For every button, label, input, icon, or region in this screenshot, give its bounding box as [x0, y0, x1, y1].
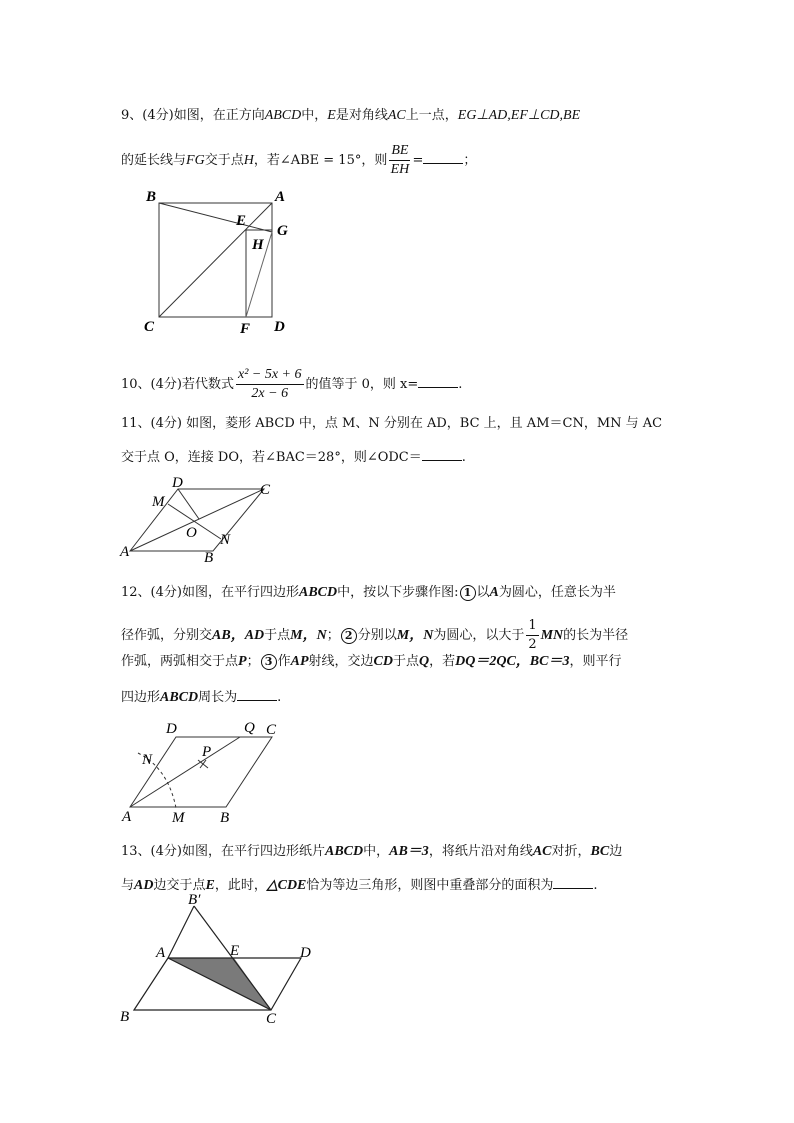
svg-text:A: A [156, 945, 166, 961]
svg-text:H: H [252, 237, 264, 253]
q12-line2: 径作弧，分别交AB，AD于点M，N； 2 分别以M，N为圆心，以大于 $\frac{1}{2}$ MN的长为半径 [121, 618, 629, 652]
q12-answer-blank[interactable] [237, 686, 277, 701]
svg-text:B: B [146, 189, 157, 205]
q13-line1: 13、(4分)如图，在平行四边形纸片ABCD中，AB＝3，将纸片沿对角线AC对折，BC边 [121, 844, 623, 859]
svg-text:D: D [166, 721, 177, 737]
q11-line1: 11、(4分) 如图，菱形 ABCD 中，点 M、N 分别在 AD，BC 上，且 AM＝CN，MN 与 AC [121, 416, 663, 431]
q9-figure [140, 185, 300, 335]
q13-answer-blank[interactable] [553, 874, 593, 889]
q13-figure [116, 893, 316, 1028]
q12-line3: 作弧，两弧相交于点P； 3 作AP射线，交边CD于点Q，若DQ＝2QC，BC＝3，则平行 [121, 654, 622, 669]
svg-text:F: F [240, 321, 251, 335]
q9-fraction: $\frac{BE}{EH}$ [390, 143, 410, 177]
step-3-marker: 3 [261, 654, 277, 670]
q9-condition: EG⊥AD,EF⊥CD,BE [457, 108, 581, 123]
svg-text:E: E [236, 213, 247, 229]
q9-answer-blank[interactable] [423, 149, 463, 164]
q12-line1: 12、(4分)如图，在平行四边形ABCD中，按以下步骤作图: 1 以A为圆心，任意长为半 [121, 585, 616, 600]
svg-text:M: M [172, 810, 185, 826]
q10-line: 10、(4分)若代数式 $\frac{\text{x² − 5x + 6}}{2x - 6}$ 的值等于 0，则 x= . [121, 367, 463, 401]
svg-text:N: N [220, 532, 231, 548]
svg-text:D: D [274, 319, 285, 335]
step-1-marker: 1 [460, 585, 476, 601]
svg-text:D: D [172, 475, 183, 491]
svg-text:A: A [122, 809, 132, 825]
svg-text:M: M [152, 494, 165, 510]
svg-text:C: C [144, 319, 155, 335]
svg-text:D: D [300, 945, 311, 961]
q9-number: 9、(4分) [121, 108, 174, 123]
q12-line4: 四边形ABCD周长为 . [121, 686, 281, 708]
q13-number: 13、(4分) [121, 844, 182, 859]
q10-number: 10、(4分) [121, 377, 182, 392]
q12-number: 12、(4分) [121, 585, 182, 600]
svg-text:O: O [186, 525, 197, 541]
svg-text:A: A [120, 544, 130, 560]
q11-line2: 交于点 O，连接 DO，若∠BAC＝28°，则∠ODC＝ . [121, 446, 466, 468]
q12-figure [118, 718, 288, 828]
q11-answer-blank[interactable] [422, 446, 462, 461]
svg-text:B′: B′ [188, 893, 201, 908]
q10-fraction: $\frac{\text{x² − 5x + 6}}{2x - 6}$ [237, 367, 302, 401]
q9-line2: 的延长线与FG交于点H，若∠ABE = 15°，则 $\frac{BE}{EH}$ = ； [121, 143, 477, 177]
q9-line1: 9、(4分)如图，在正方向ABCD中，E是对角线AC上一点，EG⊥AD,EF⊥CD,BE [121, 108, 581, 123]
svg-text:G: G [277, 223, 288, 239]
svg-text:C: C [260, 482, 271, 498]
svg-text:E: E [230, 943, 240, 959]
q13-line2: 与AD边交于点E，此时，△CDE恰为等边三角形，则图中重叠部分的面积为 . [121, 874, 598, 896]
q10-answer-blank[interactable] [418, 373, 458, 388]
svg-text:P: P [202, 744, 212, 760]
q11-figure [118, 474, 288, 564]
svg-text:B: B [120, 1009, 130, 1025]
svg-text:Q: Q [244, 720, 255, 736]
svg-text:B: B [220, 810, 230, 826]
q12-fraction: $\frac{1}{2}$ [528, 618, 537, 652]
step-2-marker: 2 [341, 628, 357, 644]
svg-text:A: A [275, 189, 286, 205]
svg-text:B: B [204, 550, 214, 564]
svg-text:C: C [266, 722, 277, 738]
svg-text:C: C [266, 1011, 277, 1027]
svg-text:N: N [142, 752, 153, 768]
